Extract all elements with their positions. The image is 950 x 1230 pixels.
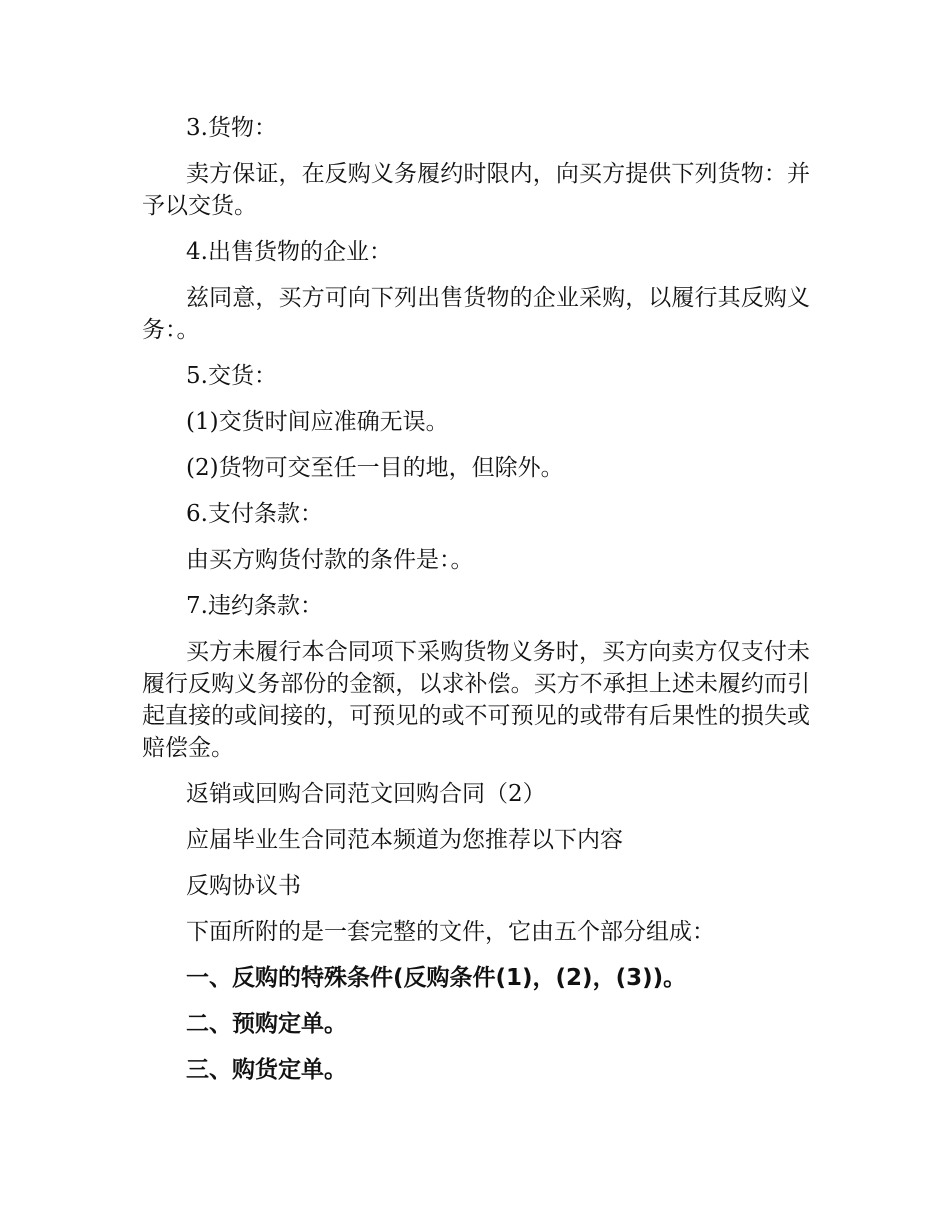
paragraph-14: 反购协议书 (186, 873, 301, 899)
paragraph-5: 5.交货： (186, 363, 277, 389)
paragraph-18-bold: 三、购货定单。 (186, 1057, 347, 1083)
paragraph-12: 返销或回购合同范文回购合同（2） (186, 781, 546, 807)
paragraph-10: 7.违约条款： (186, 593, 323, 619)
paragraph-7: (2)货物可交至任一目的地，但除外。 (186, 455, 564, 481)
paragraph-8: 6.支付条款： (186, 501, 323, 527)
document-body (142, 112, 810, 1100)
paragraph-16-bold: 一、反购的特殊条件(反购条件(1)，(2)，(3))。 (186, 965, 687, 991)
paragraph-9: 由买方购货付款的条件是：。 (186, 547, 474, 573)
paragraph-1: 3.货物： (186, 115, 277, 141)
paragraph-2: 卖方保证，在反购义务履约时限内，向买方提供下列货物：并予以交货。 (142, 161, 810, 219)
paragraph-13: 应届毕业生合同范本频道为您推荐以下内容 (186, 827, 623, 853)
paragraph-17-bold: 二、预购定单。 (186, 1011, 347, 1037)
paragraph-11: 买方未履行本合同项下采购货物义务时，买方向卖方仅支付未履行反购义务部份的金额，以求补偿。买方不承担上述未履约而引起直接的或间接的，可预见的或不可预见的或带有后果性的损失或赔偿金。 (142, 639, 810, 761)
paragraph-3: 4.出售货物的企业： (186, 239, 392, 265)
paragraph-6: (1)交货时间应准确无误。 (186, 409, 449, 435)
paragraph-15: 下面所附的是一套完整的文件，它由五个部分组成： (186, 919, 715, 945)
paragraph-4: 兹同意，买方可向下列出售货物的企业采购，以履行其反购义务：。 (142, 285, 810, 343)
